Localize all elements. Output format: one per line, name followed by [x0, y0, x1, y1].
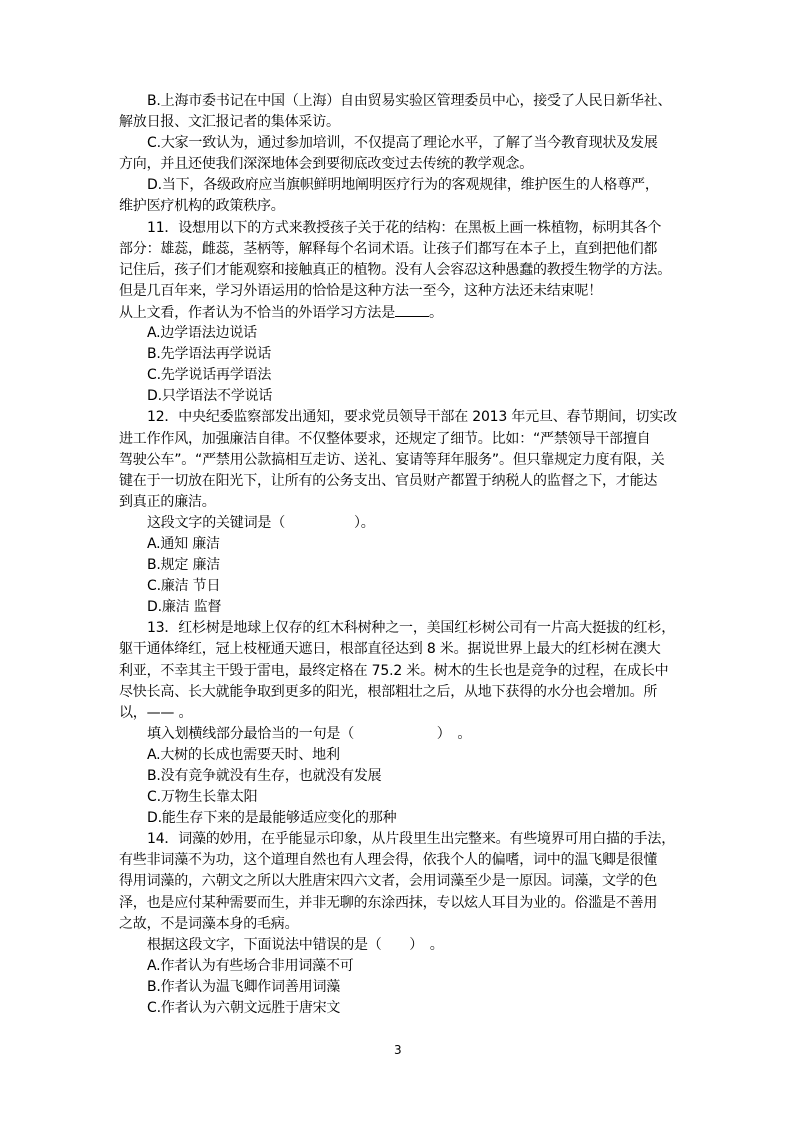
line-text: C.万物生长靠太阳	[147, 789, 258, 806]
text-line	[119, 808, 687, 829]
line-text: D.能生存下来的是最能够适应变化的那种	[147, 810, 397, 827]
line-text: 尽快长高、长大就能争取到更多的阳光，根部粗壮之后，从地下获得的水分也会增加。所	[119, 683, 658, 700]
line-text: 进工作作风，加强廉洁自律。不仅整体要求，还规定了细节。比如：“严禁领导干部擅自	[119, 430, 651, 447]
line-text: A.作者认为有些场合非用词藻不可	[147, 957, 354, 974]
line-text: 12．中央纪委监察部发出通知，要求党员领导干部在 2013 年元旦、春节期间，切实改	[147, 409, 677, 426]
text-line	[119, 175, 687, 196]
text-line	[119, 724, 687, 745]
line-text: 之故，不是词藻本身的毛病。	[119, 915, 299, 932]
line-text: B.没有竞争就没有生存，也就没有发展	[147, 768, 382, 784]
text-line	[119, 893, 687, 914]
line-text: 躯干通体绛红，冠上枝桠通天遮日，根部直径达到 8 米。据说世界上最大的红杉树在澳大	[119, 641, 661, 658]
text-line	[119, 450, 687, 471]
text-line	[119, 829, 687, 850]
line-text: 有些非词藻不为功，这个道理自然也有人理会得，依我个人的偏嗜，词中的温飞卿是很懂	[119, 852, 658, 869]
text-line	[119, 471, 687, 492]
line-text: 从上文看，作者认为不恰当的外语学习方法是	[119, 304, 395, 321]
text-line	[119, 850, 687, 871]
text-line	[119, 492, 687, 513]
text-line	[119, 513, 687, 534]
line-text: A.边学语法边说话	[147, 325, 257, 342]
line-text: 键在于一切放在阳光下，让所有的公务支出、官员财产都置于纳税人的监督之下，才能达	[119, 472, 658, 489]
text-line	[119, 745, 687, 766]
line-text: 记住后，孩子们才能观察和接触真正的植物。没有人会容忍这种愚蠢的教授生物学的方法。	[119, 261, 671, 278]
text-line	[119, 154, 687, 175]
line-text: C.廉洁 节日	[147, 578, 221, 595]
text-line	[119, 555, 687, 576]
text-line	[119, 534, 687, 555]
line-text: 13．红杉树是地球上仅存的红木科树种之一，美国红杉树公司有一片高大挺拔的红杉，	[147, 620, 676, 637]
line-text: 。	[429, 304, 443, 321]
line-text: 根据这段文字，下面说法中错误的是（ ） 。	[147, 936, 444, 953]
line-text: B.上海市委书记在中国（上海）自由贸易实验区管理委员中心，接受了人民日新华社、	[147, 93, 672, 109]
answer-blank	[395, 302, 429, 317]
line-text: C.先学说话再学语法	[147, 367, 272, 384]
line-text: 泽，也是应付某种需要而生，并非无聊的东涂西抹，专以炫人耳目为业的。俗滥是不善用	[119, 894, 658, 911]
document-body	[119, 91, 687, 1019]
text-line	[119, 281, 687, 302]
text-line	[119, 91, 687, 112]
question-prompt-line	[119, 302, 687, 323]
line-text: B.先学语法再学说话	[147, 346, 272, 363]
page-number: 3	[394, 1043, 402, 1057]
text-line	[119, 196, 687, 217]
line-text: 以，—— 。	[119, 704, 193, 721]
text-line	[119, 597, 687, 618]
text-line	[119, 239, 687, 260]
text-line	[119, 703, 687, 724]
line-text: D.只学语法不学说话	[147, 388, 273, 405]
text-line	[119, 661, 687, 682]
text-line	[119, 914, 687, 935]
line-text: 维护医疗机构的政策秩序。	[119, 198, 285, 215]
line-text: B.作者认为温飞卿作词善用词藻	[147, 978, 341, 995]
text-line	[119, 998, 687, 1019]
text-line	[119, 133, 687, 154]
text-line	[119, 787, 687, 808]
line-text: 但是几百年来，学习外语运用的恰恰是这种方法一至今，这种方法还未结束呢！	[119, 282, 602, 299]
line-text: D.当下，各级政府应当旗帜鲜明地阐明医疗行为的客观规律，维护医生的人格尊严，	[147, 177, 659, 194]
text-line	[119, 112, 687, 133]
line-text: 利亚，不幸其主干毁于雷电，最终定格在 75.2 米。树木的生长也是竞争的过程，在成长中	[119, 662, 669, 679]
text-line	[119, 766, 687, 787]
text-line	[119, 407, 687, 428]
text-line	[119, 935, 687, 956]
text-line	[119, 260, 687, 281]
line-text: A.大树的长成也需要天时、地利	[147, 746, 340, 763]
line-text: 驾驶公车”。“严禁用公款搞相互走访、送礼、宴请等拜年服务”。但只靠规定力度有限，关	[119, 451, 665, 468]
line-text: 方向，并且还使我们深深地体会到要彻底改变过去传统的教学观念。	[119, 156, 533, 173]
line-text: A.通知 廉洁	[147, 535, 220, 552]
line-text: 到真正的廉洁。	[119, 493, 216, 510]
line-text: 部分：雄蕊，雌蕊，茎柄等，解释每个名词术语。让孩子们都写在本子上，直到把他们都	[119, 240, 658, 257]
line-text: 11．设想用以下的方式来教授孩子关于花的结构：在黑板上画一株植物，标明其各个	[147, 219, 662, 236]
text-line	[119, 386, 687, 407]
text-line	[119, 977, 687, 998]
line-text: C.大家一致认为，通过参加培训，不仅提高了理论水平，了解了当今教育现状及发展	[147, 135, 658, 152]
line-text: B.规定 廉洁	[147, 557, 221, 574]
text-line	[119, 682, 687, 703]
line-text: D.廉洁 监督	[147, 599, 222, 616]
line-text: 14．词藻的妙用，在乎能显示印象，从片段里生出完整来。有些境界可用白描的手法，	[147, 831, 676, 848]
line-text: 这段文字的关键词是（ ）。	[147, 514, 375, 531]
text-line	[119, 871, 687, 892]
line-text: 得用词藻的，六朝文之所以大胜唐宋四六文者，会用词藻至少是一原因。词藻，文学的色	[119, 873, 658, 890]
text-line	[119, 956, 687, 977]
text-line	[119, 218, 687, 239]
text-line	[119, 639, 687, 660]
line-text: 解放日报、文汇报记者的集体采访。	[119, 114, 340, 131]
text-line	[119, 344, 687, 365]
line-text: C.作者认为六朝文远胜于唐宋文	[147, 1000, 341, 1017]
text-line	[119, 618, 687, 639]
text-line	[119, 365, 687, 386]
text-line	[119, 429, 687, 450]
text-line	[119, 323, 687, 344]
line-text: 填入划横线部分最恰当的一句是（ ） 。	[147, 725, 472, 742]
text-line	[119, 576, 687, 597]
